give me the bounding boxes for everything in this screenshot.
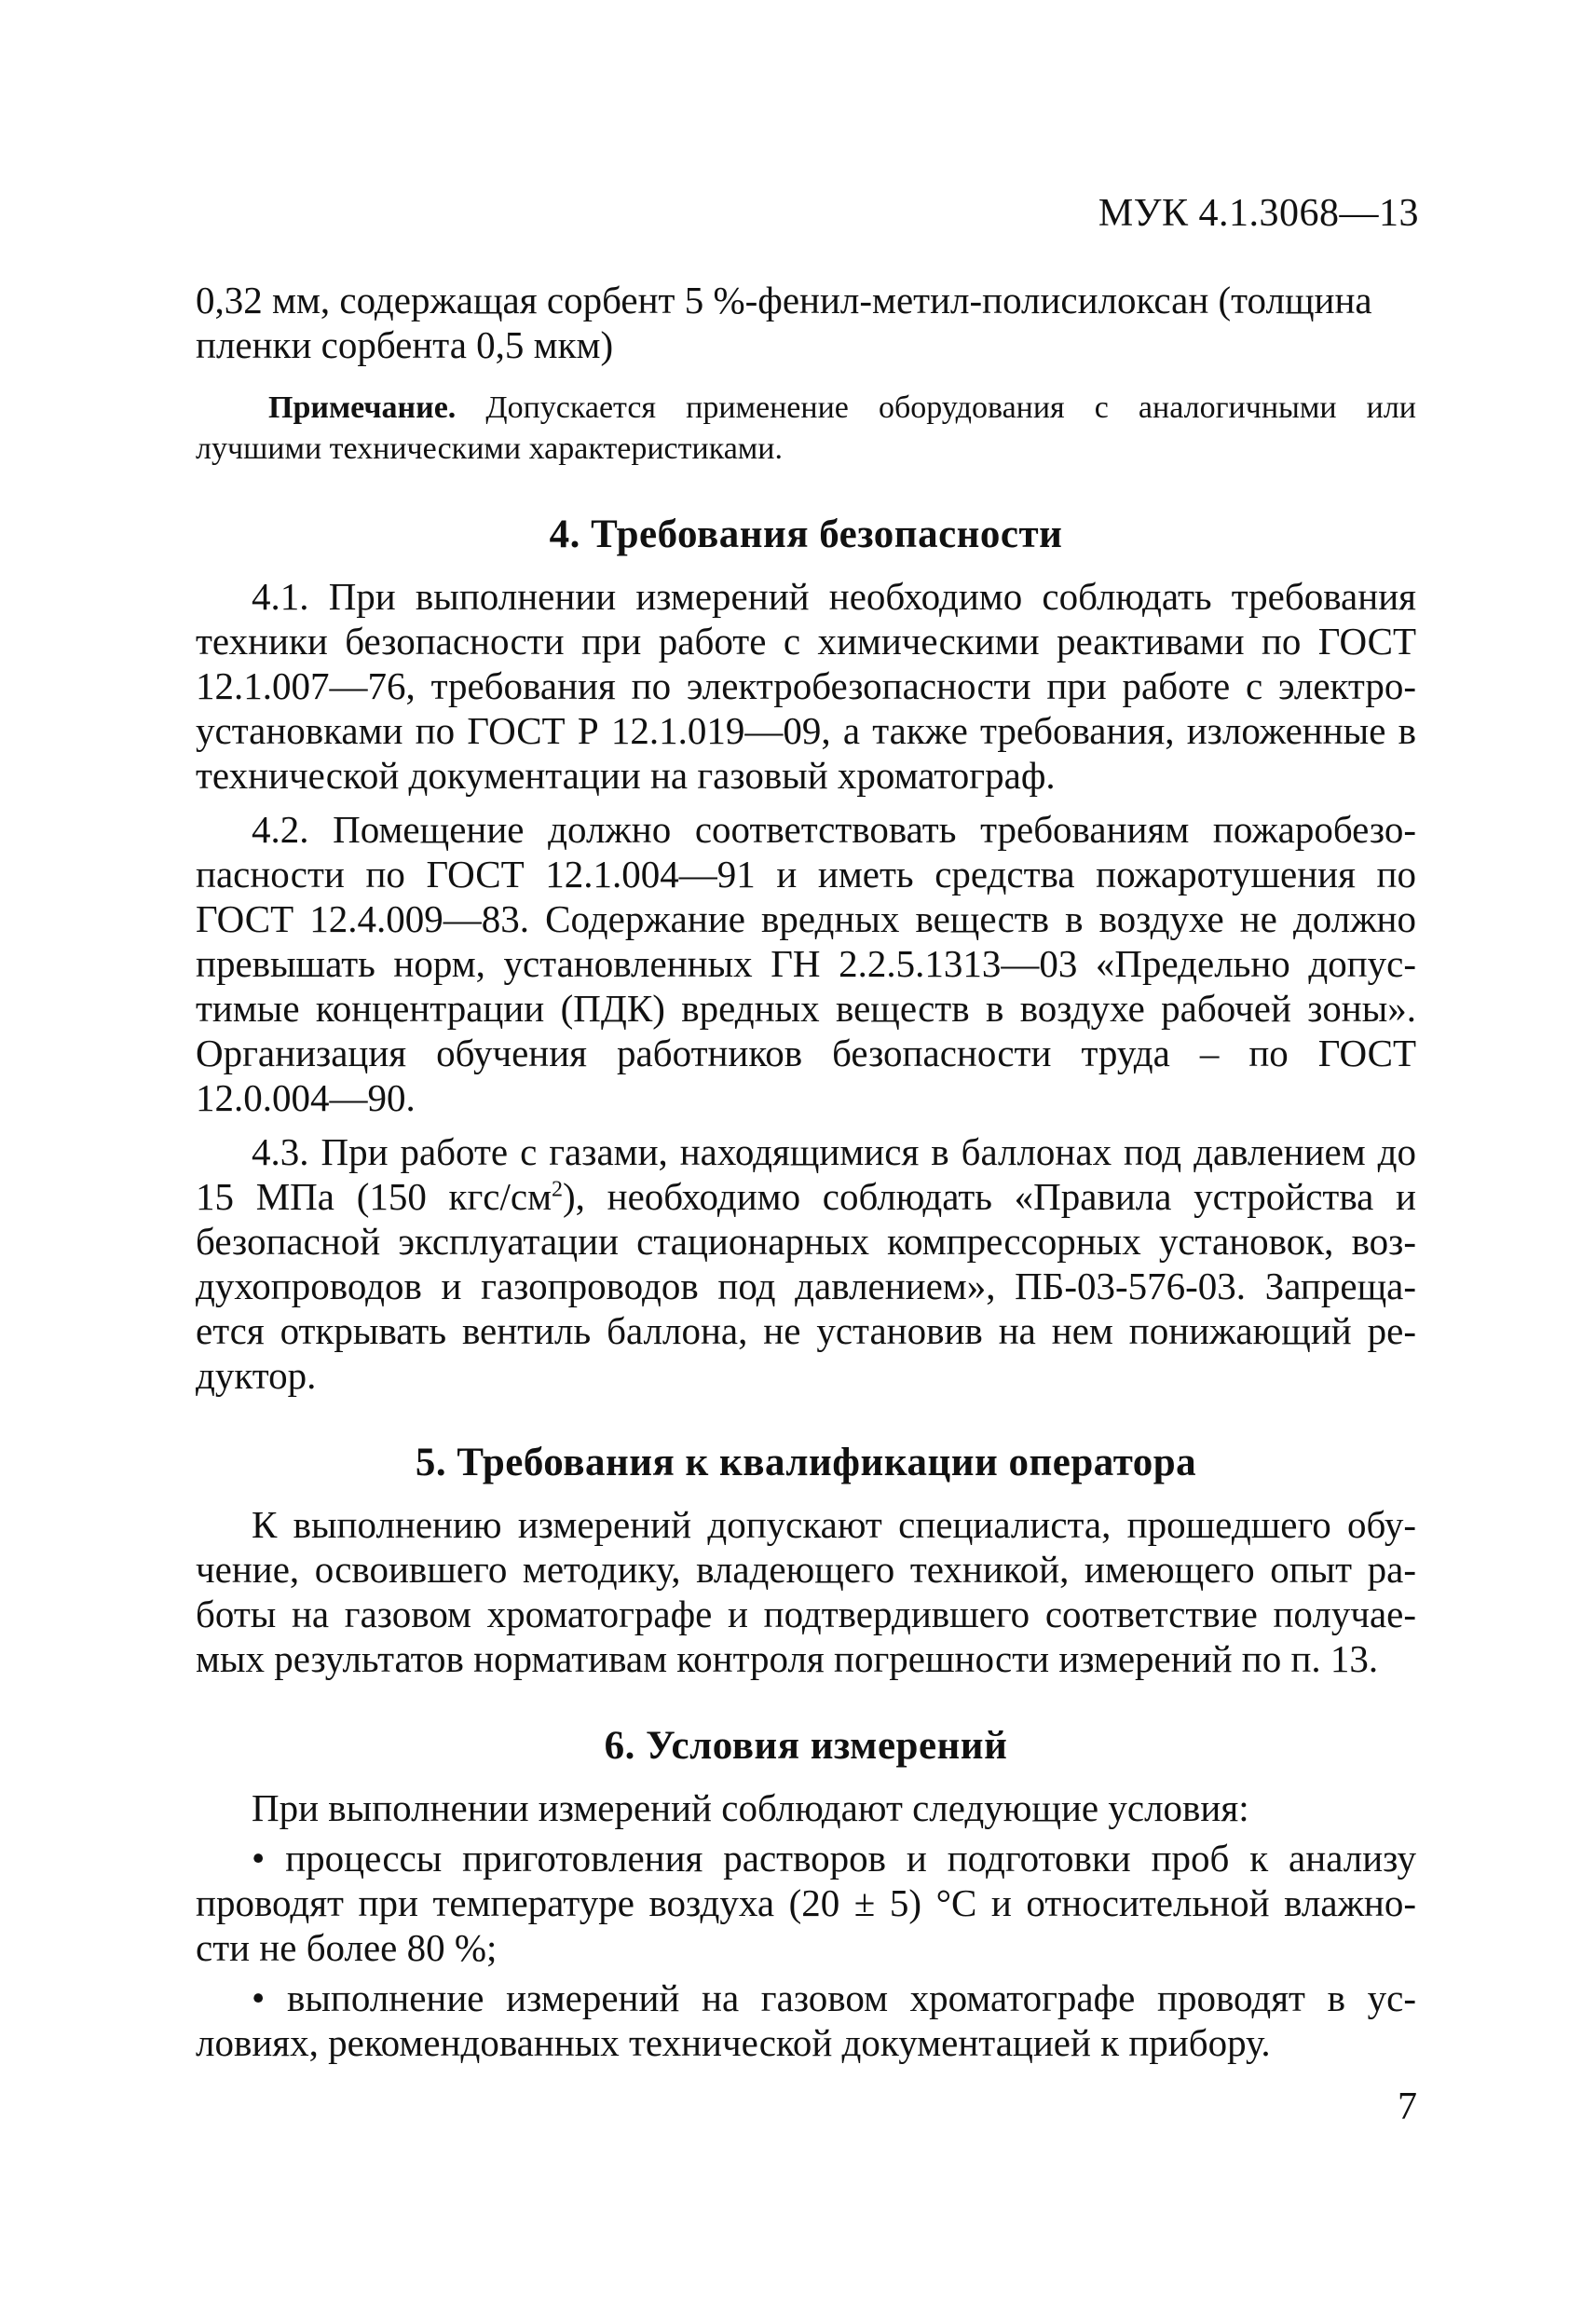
section-6-title: 6. Условия измерений (604, 1724, 1008, 1768)
superscript-2: 2 (552, 1177, 564, 1202)
note-text: Допускается применение оборудования с аналогичными или лучшими техническими характеристиками. (196, 390, 1416, 466)
note (196, 388, 1416, 470)
section-6-bullet-1: • процессы приготовления растворов и подготовки проб к анализу проводят при температуре воздуха (20 ± 5) °С и относительной влажно-сти не более 80 %; (196, 1837, 1416, 1969)
document-body (196, 278, 1416, 2065)
section-4-paragraph-3-end: ), необходимо соблюдать «Правила устройства и безопасной эксплуатации стационарных компрессорных установок, воз-духопроводов и газопроводов под давлением», ПБ-03-576-03. Запреща-ется открывать вентиль баллона, не установив на нем понижающий ре-дуктор. (196, 1175, 1416, 1397)
section-6-lead: При выполнении измерений соблюдают следующие условия: (252, 1786, 1249, 1829)
section-4-paragraph-3-start: 4.3. При работе с газами, находящимися в баллонах под давлением до 15 МПа (150 кгс/см (196, 1130, 1416, 1218)
section-5-paragraph-1: К выполнению измерений допускают специалиста, прошедшего обу-чение, освоившего методику, владеющего техникой, имеющего опыт ра-боты на газовом хроматографе и подтвердившего соответствие получае-мых результатов нормативам контроля погрешности измерений по п. 13. (196, 1503, 1416, 1680)
section-5-title: 5. Требования к квалификации оператора (415, 1441, 1197, 1484)
note-label: Примечание. (268, 390, 457, 425)
section-4-title: 4. Требования безопасности (549, 513, 1063, 556)
section-4-paragraph-3 (196, 1129, 1416, 1398)
page-number: 7 (1398, 2085, 1417, 2128)
section-4-paragraph-1: 4.1. При выполнении измерений необходимо соблюдать требования техники безопасности при работе с химическими реактивами по ГОСТ 12.1.007—76, требования по электробезопасности при работе с электро-установками по ГОСТ Р 12.1.019—09, а также требования, изложенные в технической документации на газовый хроматограф. (196, 575, 1416, 797)
intro-continuation: 0,32 мм, содержащая сорбент 5 %-фенил-метил-полисилоксан (толщина пленки сорбента 0,5 мкм) (196, 279, 1372, 366)
section-6-bullet-2: • выполнение измерений на газовом хроматографе проводят в ус-ловиях, рекомендованных технической документацией к прибору. (196, 1976, 1416, 2064)
document-code: МУК 4.1.3068—13 (1098, 192, 1419, 235)
section-4-paragraph-2: 4.2. Помещение должно соответствовать требованиям пожаробезо-пасности по ГОСТ 12.1.004—91 и иметь средства пожаротушения по ГОСТ 12.4.009—83. Содержание вредных веществ в воздухе не должно превышать норм, установленных ГН 2.2.5.1313—03 «Предельно допус-тимые концентрации (ПДК) вредных веществ в воздухе рабочей зоны». Организация обучения работников безопасности труда – по ГОСТ 12.0.004—90. (196, 808, 1416, 1119)
